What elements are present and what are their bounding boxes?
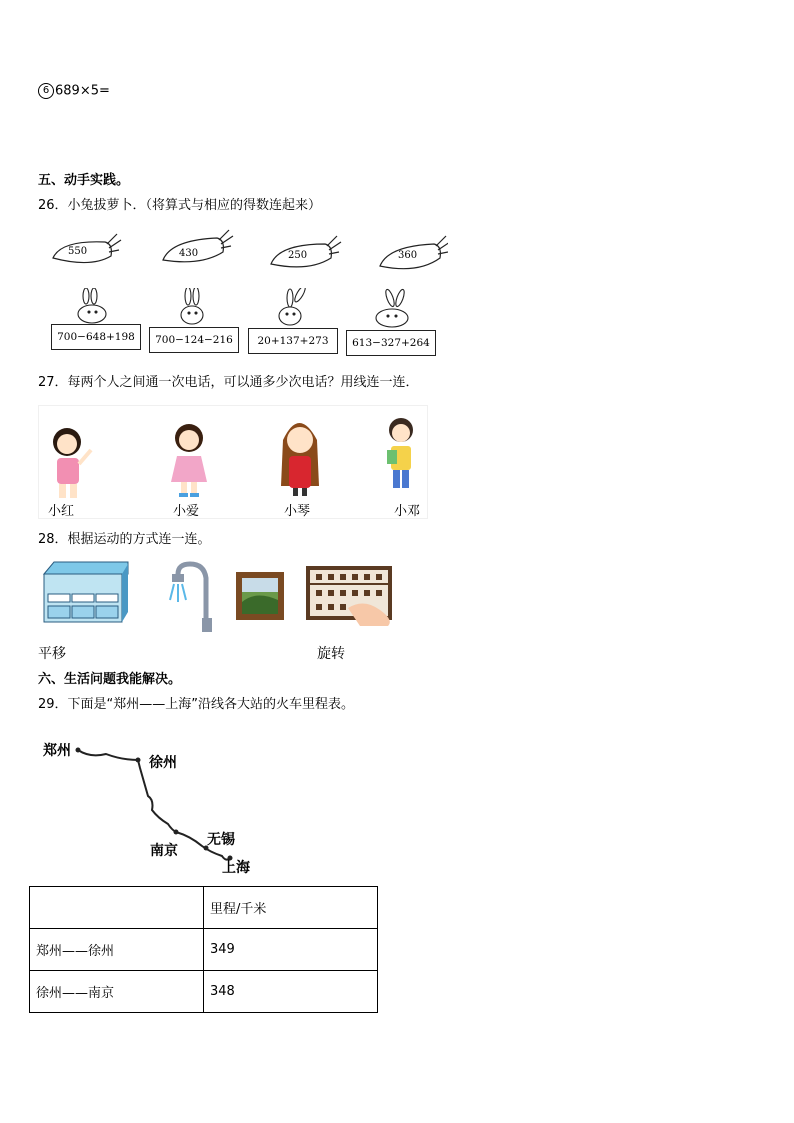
rabbit-icon	[181, 288, 203, 324]
calc-expression: 689×5=	[55, 83, 110, 99]
table-cell: 郑州——徐州	[30, 929, 204, 971]
kid-name: 小琴	[284, 504, 311, 519]
table-cell: 348	[204, 971, 378, 1013]
table-header-cell	[30, 887, 204, 929]
girl-icon	[281, 423, 319, 496]
boy-icon	[387, 418, 413, 488]
map-label-wuxi: 无锡	[207, 832, 235, 848]
table-cell: 徐州——南京	[30, 971, 204, 1013]
map-label-xuzhou: 徐州	[149, 755, 177, 771]
equation-box: 700−648+198	[51, 324, 141, 350]
carrot-value: 360	[398, 250, 418, 261]
kid-name: 小爱	[173, 504, 200, 519]
carrot-illustrations	[48, 228, 448, 274]
faucet-icon	[170, 564, 212, 632]
mileage-table	[29, 886, 378, 1013]
rabbit-icon	[78, 288, 106, 323]
question-26-title: 26．小兔拔萝卜．（将算式与相应的得数连起来）	[38, 198, 322, 213]
motion-illustrations	[40, 560, 400, 636]
carrot-value: 550	[68, 246, 88, 257]
abacus-icon	[308, 568, 390, 626]
kids-illustrations	[39, 406, 427, 518]
carrot-value: 430	[179, 248, 199, 259]
station-dot	[76, 748, 81, 753]
station-dot	[174, 830, 179, 835]
motion-label-translation: 平移	[38, 646, 66, 662]
kid-name: 小红	[48, 504, 75, 519]
drawer-cabinet-icon	[44, 562, 128, 622]
equation-box: 20+137+273	[248, 328, 338, 354]
picture-frame-icon	[236, 572, 284, 620]
kids-panel	[38, 405, 428, 519]
table-cell: 349	[204, 929, 378, 971]
equation-box: 700−124−216	[149, 327, 239, 353]
station-dot	[136, 758, 141, 763]
girl-icon	[53, 428, 91, 498]
map-label-shanghai: 上海	[222, 860, 250, 876]
table-header-row	[30, 887, 378, 929]
map-label-zhengzhou: 郑州	[43, 743, 71, 759]
motion-label-rotation: 旋转	[317, 646, 345, 662]
girl-icon	[171, 424, 207, 497]
equation-box: 613−327+264	[346, 330, 436, 356]
question-28-title: 28．根据运动的方式连一连。	[38, 532, 211, 547]
map-label-nanjing: 南京	[150, 843, 178, 859]
rabbit-icon	[376, 289, 408, 327]
rabbit-illustrations	[48, 288, 448, 328]
item-number: 6	[38, 83, 54, 99]
section-title: 五、动手实践。	[38, 173, 130, 188]
question-27-title: 27．每两个人之间通一次电话，可以通多少次电话？用线连一连．	[38, 375, 419, 390]
question-29-title: 29．下面是“郑州——上海”沿线各大站的火车里程表。	[38, 697, 355, 712]
calc-item	[38, 83, 110, 100]
carrot-row	[48, 228, 448, 274]
table-row	[30, 971, 378, 1013]
table-header-cell: 里程/千米	[204, 887, 378, 929]
kid-name: 小邓	[394, 504, 421, 519]
rabbit-icon	[279, 288, 307, 325]
section-title: 六、生活问题我能解决。	[38, 672, 182, 687]
carrot-value: 250	[288, 250, 308, 261]
table-row	[30, 929, 378, 971]
